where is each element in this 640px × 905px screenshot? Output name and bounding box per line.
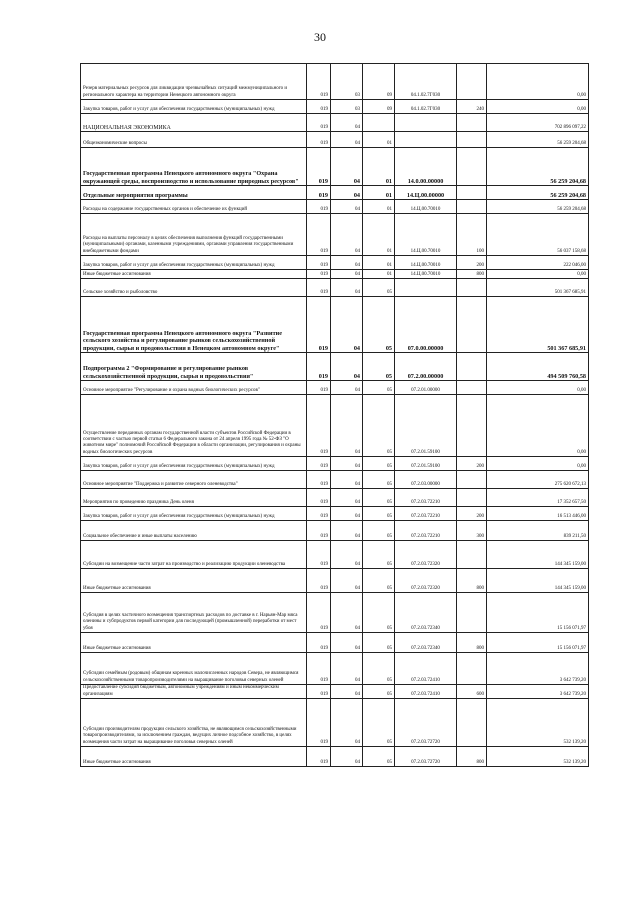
row-target-article — [395, 279, 457, 297]
row-section: 04 — [331, 148, 363, 186]
row-expense-type: 100 — [457, 214, 487, 256]
row-grbs: 019 — [307, 653, 331, 685]
row-name: Субсидии семейным (родовым) общинам коренных малочисленных народов Севера, не являющимся сельскохозяйственными товаропроизводителями на выращивание поголовья северных оленей — [81, 653, 307, 685]
table-row — [81, 148, 589, 186]
row-name: Государственная программа Ненецкого автономного округа "Развитие сельского хозяйства и регулирование рынков сельскохозяйственной продукции, сырья и продовольствия в Ненецком автономном округе" — [81, 297, 307, 353]
row-subsection: 01 — [363, 270, 395, 279]
row-target-article: 14.Ц.00.70010 — [395, 214, 457, 256]
row-name: Социальное обеспечение и иные выплаты населению — [81, 521, 307, 541]
row-subsection — [363, 114, 395, 132]
row-target-article: 14.Ц.00.70010 — [395, 256, 457, 270]
row-subsection: 05 — [363, 395, 395, 457]
row-grbs: 019 — [307, 214, 331, 256]
row-amount: 494 509 760,58 — [487, 353, 589, 381]
row-expense-type — [457, 200, 487, 214]
row-target-article: 07.2.03.72410 — [395, 653, 457, 685]
row-section: 04 — [331, 471, 363, 489]
row-section: 04 — [331, 593, 363, 633]
row-amount: 56 259 204,68 — [487, 148, 589, 186]
row-grbs: 019 — [307, 353, 331, 381]
row-section: 04 — [331, 256, 363, 270]
row-grbs: 019 — [307, 114, 331, 132]
row-subsection: 01 — [363, 186, 395, 200]
table-row — [81, 256, 589, 270]
row-section: 04 — [331, 395, 363, 457]
row-expense-type — [457, 541, 487, 569]
row-grbs: 019 — [307, 633, 331, 653]
table-row — [81, 521, 589, 541]
row-expense-type: 240 — [457, 100, 487, 114]
row-name: Сельское хозяйство и рыболовство — [81, 279, 307, 297]
row-subsection: 05 — [363, 489, 395, 507]
row-amount: 15 156 071,97 — [487, 633, 589, 653]
row-amount: 532 139,20 — [487, 699, 589, 747]
row-grbs: 019 — [307, 699, 331, 747]
row-target-article: 04.1.02.7Г030 — [395, 64, 457, 100]
row-grbs: 019 — [307, 395, 331, 457]
row-amount: 275 620 672,13 — [487, 471, 589, 489]
row-subsection: 01 — [363, 256, 395, 270]
row-expense-type — [457, 381, 487, 395]
table-row — [81, 114, 589, 132]
row-section: 04 — [331, 279, 363, 297]
row-subsection: 05 — [363, 381, 395, 395]
row-name: Иные бюджетные ассигнования — [81, 633, 307, 653]
row-name: Расходы на выплаты персоналу в целях обеспечения выполнения функций государственными (муниципальными) органами, казенными учреждениями, органами управления государственными внебюджетными фондами — [81, 214, 307, 256]
row-grbs: 019 — [307, 297, 331, 353]
row-expense-type — [457, 114, 487, 132]
row-subsection: 09 — [363, 100, 395, 114]
row-subsection: 05 — [363, 297, 395, 353]
row-name: Основное мероприятие "Поддержка и развитие северного оленеводства" — [81, 471, 307, 489]
row-name: Осуществление переданных органам государственной власти субъектов Российской Федерации в соответствии с частью первой статьи 6 Федерального закона от 24 апреля 1995 года № 52-ФЗ "О животном мире" полномочий Российской Федерации в области организации, регулирования и охраны водных биологических ресурсов — [81, 395, 307, 457]
row-section: 04 — [331, 114, 363, 132]
row-section: 04 — [331, 270, 363, 279]
row-amount: 3 642 739,20 — [487, 653, 589, 685]
row-grbs: 019 — [307, 541, 331, 569]
row-subsection: 05 — [363, 593, 395, 633]
row-name: НАЦИОНАЛЬНАЯ ЭКОНОМИКА — [81, 114, 307, 132]
table-row — [81, 270, 589, 279]
row-target-article: 07.2.03.72210 — [395, 507, 457, 521]
row-target-article: 07.2.03.00000 — [395, 471, 457, 489]
row-subsection: 05 — [363, 507, 395, 521]
row-name: Общеэкономические вопросы — [81, 132, 307, 148]
row-expense-type: 800 — [457, 633, 487, 653]
row-grbs: 019 — [307, 148, 331, 186]
row-amount: 0,00 — [487, 395, 589, 457]
row-grbs: 019 — [307, 507, 331, 521]
row-target-article: 07.2.01.00000 — [395, 381, 457, 395]
row-expense-type — [457, 653, 487, 685]
row-expense-type: 300 — [457, 521, 487, 541]
row-subsection: 01 — [363, 148, 395, 186]
row-subsection: 05 — [363, 279, 395, 297]
row-subsection: 05 — [363, 633, 395, 653]
row-expense-type: 200 — [457, 507, 487, 521]
row-amount: 0,00 — [487, 270, 589, 279]
row-grbs: 019 — [307, 200, 331, 214]
row-expense-type — [457, 471, 487, 489]
row-expense-type — [457, 353, 487, 381]
row-section: 04 — [331, 653, 363, 685]
row-target-article: 14.Ц.00.00000 — [395, 186, 457, 200]
table-row — [81, 593, 589, 633]
row-amount: 56 259 204,68 — [487, 186, 589, 200]
row-name: Подпрограмма 2 "Формирование и регулирование рынков сельскохозяйственной продукции, сырья и продовольствия" — [81, 353, 307, 381]
row-grbs: 019 — [307, 685, 331, 699]
row-name: Иные бюджетные ассигнования — [81, 270, 307, 279]
row-expense-type: 800 — [457, 747, 487, 767]
row-grbs: 019 — [307, 186, 331, 200]
row-grbs: 019 — [307, 569, 331, 593]
row-amount: 16 513 446,00 — [487, 507, 589, 521]
row-expense-type: 200 — [457, 457, 487, 471]
row-section: 04 — [331, 214, 363, 256]
row-expense-type — [457, 186, 487, 200]
table-row — [81, 457, 589, 471]
row-name: Государственная программа Ненецкого автономного округа "Охрана окружающей среды, воспроизводство и использование природных ресурсов" — [81, 148, 307, 186]
row-section: 04 — [331, 521, 363, 541]
row-section: 04 — [331, 633, 363, 653]
row-expense-type — [457, 593, 487, 633]
row-section: 04 — [331, 507, 363, 521]
row-target-article: 04.1.02.7Г030 — [395, 100, 457, 114]
row-section: 04 — [331, 699, 363, 747]
row-section: 04 — [331, 200, 363, 214]
row-grbs: 019 — [307, 471, 331, 489]
row-section: 04 — [331, 747, 363, 767]
budget-table — [80, 63, 589, 767]
row-section: 04 — [331, 297, 363, 353]
row-target-article: 07.2.00.00000 — [395, 353, 457, 381]
row-target-article: 14.Ц.00.70010 — [395, 270, 457, 279]
row-amount: 702 896 097,22 — [487, 114, 589, 132]
table-row — [81, 699, 589, 747]
row-expense-type: 800 — [457, 270, 487, 279]
table-row — [81, 132, 589, 148]
table-row — [81, 653, 589, 685]
row-subsection: 01 — [363, 214, 395, 256]
row-expense-type: 800 — [457, 569, 487, 593]
row-subsection: 05 — [363, 747, 395, 767]
row-amount: 839 211,50 — [487, 521, 589, 541]
row-name: Отдельные мероприятия программы — [81, 186, 307, 200]
row-target-article: 07.2.03.72210 — [395, 489, 457, 507]
row-name: Субсидии на возмещение части затрат на производство и реализацию продукции оленеводства — [81, 541, 307, 569]
table-row — [81, 214, 589, 256]
row-expense-type — [457, 148, 487, 186]
row-name: Закупка товаров, работ и услуг для обеспечения государственных (муниципальных) нужд — [81, 100, 307, 114]
row-amount: 0,00 — [487, 381, 589, 395]
row-target-article: 07.2.01.59100 — [395, 457, 457, 471]
row-amount: 222 046,00 — [487, 256, 589, 270]
row-grbs: 019 — [307, 64, 331, 100]
row-name: Иные бюджетные ассигнования — [81, 747, 307, 767]
row-amount: 0,00 — [487, 64, 589, 100]
row-amount: 144 345 159,00 — [487, 541, 589, 569]
row-target-article: 07.0.00.00000 — [395, 297, 457, 353]
row-target-article: 07.2.01.59100 — [395, 395, 457, 457]
row-amount: 501 367 685,91 — [487, 279, 589, 297]
row-expense-type — [457, 279, 487, 297]
table-row — [81, 507, 589, 521]
row-name: Закупка товаров, работ и услуг для обеспечения государственных (муниципальных) нужд — [81, 507, 307, 521]
row-expense-type — [457, 64, 487, 100]
page-number: 30 — [314, 30, 326, 44]
row-target-article: 07.2.03.72320 — [395, 569, 457, 593]
row-expense-type: 600 — [457, 685, 487, 699]
table-row — [81, 353, 589, 381]
row-name: Субсидии производителям продукции сельского хозяйства, не являющимся сельскохозяйственными товаропроизводителями, за исключением граждан, ведущих личное подсобное хозяйство, в целях возмещения части затрат на выращивание поголовья северных оленей — [81, 699, 307, 747]
row-subsection: 05 — [363, 653, 395, 685]
row-target-article: 07.2.03.72210 — [395, 521, 457, 541]
row-amount: 532 139,20 — [487, 747, 589, 767]
row-expense-type — [457, 489, 487, 507]
row-section: 04 — [331, 457, 363, 471]
row-section: 04 — [331, 353, 363, 381]
row-grbs: 019 — [307, 256, 331, 270]
row-section: 04 — [331, 489, 363, 507]
row-section: 04 — [331, 186, 363, 200]
row-amount: 56 037 158,68 — [487, 214, 589, 256]
row-grbs: 019 — [307, 100, 331, 114]
row-amount: 56 259 204,68 — [487, 200, 589, 214]
row-section: 04 — [331, 132, 363, 148]
row-subsection: 01 — [363, 132, 395, 148]
row-name: Предоставление субсидий бюджетным, автономным учреждениям и иным некоммерческим организациям — [81, 685, 307, 699]
row-target-article: 07.2.03.72720 — [395, 747, 457, 767]
row-section: 04 — [331, 569, 363, 593]
row-subsection: 05 — [363, 541, 395, 569]
table-row — [81, 200, 589, 214]
budget-table-body — [81, 64, 589, 767]
row-name: Расходы на содержание государственных органов и обеспечение их функций — [81, 200, 307, 214]
row-subsection: 01 — [363, 200, 395, 214]
row-name: Основное мероприятие "Регулирование и охрана водных биологических ресурсов" — [81, 381, 307, 395]
table-row — [81, 297, 589, 353]
row-amount: 3 642 739,20 — [487, 685, 589, 699]
row-name: Закупка товаров, работ и услуг для обеспечения государственных (муниципальных) нужд — [81, 457, 307, 471]
row-expense-type — [457, 132, 487, 148]
table-row — [81, 64, 589, 100]
row-grbs: 019 — [307, 593, 331, 633]
row-target-article: 07.2.03.72720 — [395, 699, 457, 747]
row-grbs: 019 — [307, 381, 331, 395]
row-subsection: 05 — [363, 353, 395, 381]
table-row — [81, 381, 589, 395]
row-amount: 144 345 159,00 — [487, 569, 589, 593]
table-row — [81, 471, 589, 489]
table-row — [81, 100, 589, 114]
row-subsection: 05 — [363, 685, 395, 699]
row-subsection: 05 — [363, 569, 395, 593]
table-row — [81, 569, 589, 593]
row-amount: 17 352 657,50 — [487, 489, 589, 507]
table-row — [81, 489, 589, 507]
row-section: 04 — [331, 381, 363, 395]
row-amount: 56 259 204,68 — [487, 132, 589, 148]
row-grbs: 019 — [307, 279, 331, 297]
row-grbs: 019 — [307, 521, 331, 541]
row-subsection: 05 — [363, 521, 395, 541]
row-subsection: 05 — [363, 457, 395, 471]
row-amount: 0,00 — [487, 100, 589, 114]
row-name: Резерв материальных ресурсов для ликвидации чрезвычайных ситуаций межмуниципального и регионального характера на территории Ненецкого автономного округа — [81, 64, 307, 100]
row-subsection: 05 — [363, 699, 395, 747]
row-grbs: 019 — [307, 489, 331, 507]
row-name: Мероприятия по проведению праздника День оленя — [81, 489, 307, 507]
row-target-article: 07.2.03.72340 — [395, 593, 457, 633]
row-expense-type — [457, 699, 487, 747]
table-row — [81, 541, 589, 569]
row-expense-type: 200 — [457, 256, 487, 270]
row-target-article: 14.0.00.00000 — [395, 148, 457, 186]
row-grbs: 019 — [307, 747, 331, 767]
row-subsection: 05 — [363, 471, 395, 489]
row-section: 03 — [331, 100, 363, 114]
row-target-article: 07.2.03.72340 — [395, 633, 457, 653]
row-name: Закупка товаров, работ и услуг для обеспечения государственных (муниципальных) нужд — [81, 256, 307, 270]
row-amount: 15 156 071,97 — [487, 593, 589, 633]
row-section: 04 — [331, 541, 363, 569]
row-name: Иные бюджетные ассигнования — [81, 569, 307, 593]
row-section: 03 — [331, 64, 363, 100]
row-grbs: 019 — [307, 270, 331, 279]
table-row — [81, 186, 589, 200]
row-section: 04 — [331, 685, 363, 699]
row-expense-type — [457, 395, 487, 457]
table-row — [81, 395, 589, 457]
row-target-article: 14.Ц.00.70010 — [395, 200, 457, 214]
row-amount: 0,00 — [487, 457, 589, 471]
row-subsection: 09 — [363, 64, 395, 100]
row-expense-type — [457, 297, 487, 353]
table-row — [81, 747, 589, 767]
row-amount: 501 367 685,91 — [487, 297, 589, 353]
row-target-article: 07.2.03.72410 — [395, 685, 457, 699]
table-row — [81, 685, 589, 699]
row-target-article: 07.2.03.72320 — [395, 541, 457, 569]
row-grbs: 019 — [307, 457, 331, 471]
row-name: Субсидия в целях частичного возмещения транспортных расходов по доставке в г. Нарьян-Мар мяса оленины и субпродуктов первой категории для последующей (промышленной) переработки от мест убоя — [81, 593, 307, 633]
row-target-article — [395, 132, 457, 148]
table-row — [81, 279, 589, 297]
row-target-article — [395, 114, 457, 132]
row-grbs: 019 — [307, 132, 331, 148]
table-row — [81, 633, 589, 653]
